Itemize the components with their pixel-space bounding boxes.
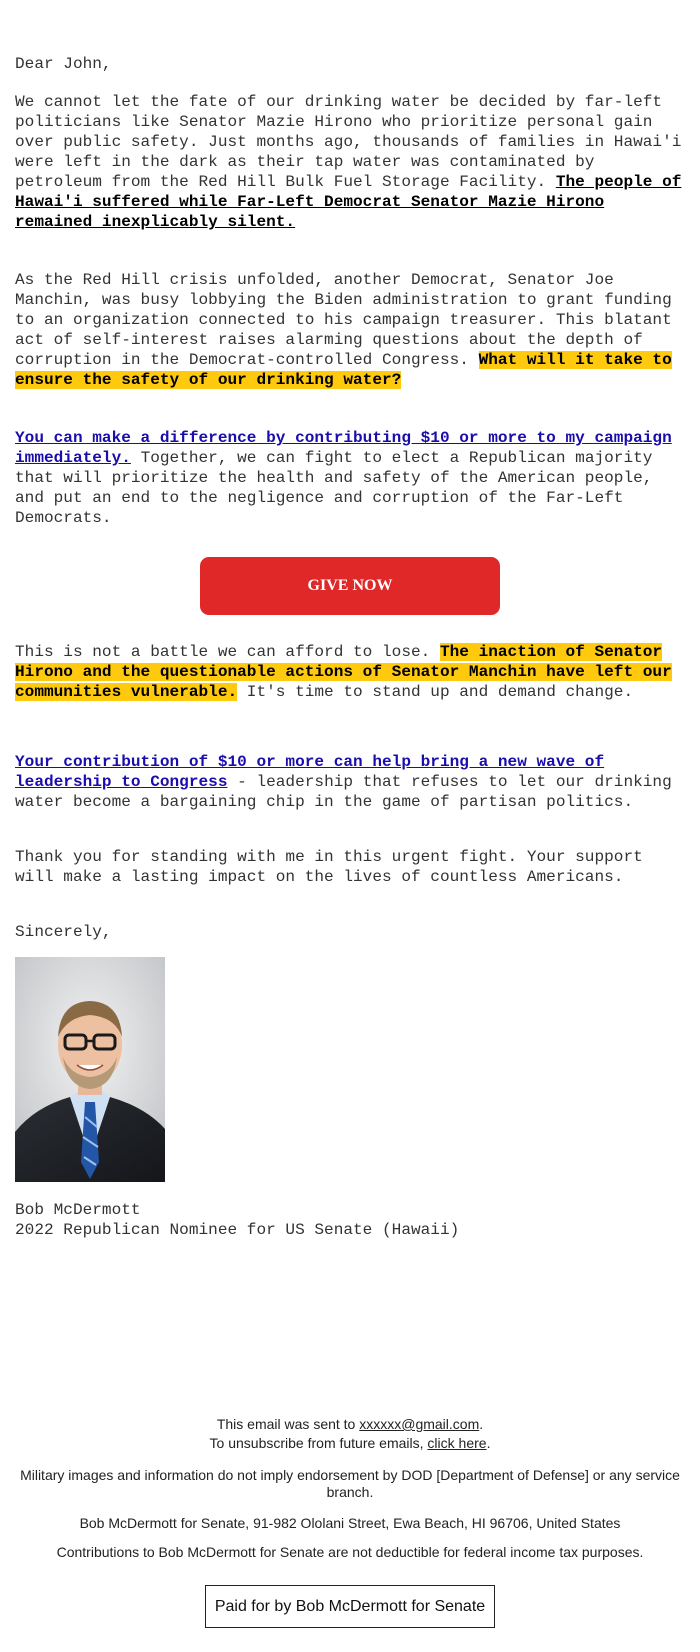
footer-tax-note: Contributions to Bob McDermott for Senate are not deductible for federal income tax purposes. bbox=[56, 1544, 644, 1560]
closing: Sincerely, bbox=[15, 923, 112, 941]
contribution-link[interactable]: Your contribution of $10 or more can help bring a new wave of leadership to Congress bbox=[15, 753, 605, 791]
paragraph-text: This is not a battle we can afford to lose. bbox=[15, 643, 440, 661]
paragraph-manchin bbox=[15, 270, 685, 390]
unsubscribe-link[interactable]: click here bbox=[427, 1435, 487, 1451]
paragraph-text-tail: It's time to stand up and demand change. bbox=[237, 683, 634, 701]
footer-disclaimer: Military images and information do not imply endorsement by DOD [Department of Defense] or any service branch. bbox=[20, 1467, 680, 1500]
paragraph-text: Together, we can fight to elect a Republican majority that will prioritize the health and safety of the American people, and put an end to the negligence and corruption of the Far-Left Democrats. bbox=[15, 449, 653, 527]
footer-text: To unsubscribe from future emails, bbox=[209, 1435, 428, 1451]
greeting: Dear John, bbox=[15, 55, 112, 73]
highlighted-text: The inaction of Senator Hirono and the questionable actions of Senator Manchin have left our communities vulnerable. bbox=[15, 643, 672, 701]
paragraph-text: We cannot let the fate of our drinking water be decided by far-left politicians like Senator Mazie Hirono who prioritize personal gain over public safety. Just months ago, thousands of families in Hawai'i were left in the dark as their tap water was contaminated by petroleum from the Red Hill Bulk Fuel Storage Facility. bbox=[15, 93, 682, 191]
footer-unsubscribe bbox=[0, 1435, 700, 1452]
paragraph-red-hill bbox=[15, 92, 685, 232]
signature-title: 2022 Republican Nominee for US Senate (Hawaii) bbox=[15, 1221, 460, 1239]
footer-text: . bbox=[479, 1416, 484, 1432]
paragraph-battle bbox=[15, 642, 685, 702]
signature-name: Bob McDermott bbox=[15, 1201, 141, 1219]
contribute-link[interactable]: You can make a difference by contributing $10 or more to my campaign immediately. bbox=[15, 429, 672, 467]
footer-text: . bbox=[486, 1435, 491, 1451]
paragraph-thank-you: Thank you for standing with me in this urgent fight. Your support will make a lasting impact on the lives of countless Americans. bbox=[15, 848, 643, 886]
footer-sent-to bbox=[0, 1416, 700, 1433]
emphasis-text: The people of Hawai'i suffered while Far-Left Democrat Senator Mazie Hirono remained inexplicably silent. bbox=[15, 173, 682, 231]
paid-for-box: Paid for by Bob McDermott for Senate bbox=[205, 1585, 495, 1628]
paragraph-leadership bbox=[15, 752, 685, 812]
footer-text: This email was sent to bbox=[216, 1416, 360, 1432]
candidate-portrait bbox=[15, 957, 165, 1182]
footer-address: Bob McDermott for Senate, 91-982 Ololani Street, Ewa Beach, HI 96706, United States bbox=[79, 1515, 621, 1531]
give-now-button[interactable]: GIVE NOW bbox=[200, 557, 500, 615]
signature-block bbox=[15, 1200, 459, 1240]
paragraph-contribute bbox=[15, 428, 685, 528]
paragraph-text: As the Red Hill crisis unfolded, another Democrat, Senator Joe Manchin, was busy lobbying the Biden administration to grant funding to an organization connected to his campaign treasurer. This blatant act of self-interest raises alarming questions about the depth of corruption in the Democrat-controlled Congress. bbox=[15, 271, 672, 369]
paragraph-text: - leadership that refuses to let our drinking water become a bargaining chip in the game of partisan politics. bbox=[15, 773, 672, 811]
recipient-email-link[interactable]: xxxxxx@gmail.com bbox=[359, 1416, 480, 1432]
highlighted-text: What will it take to ensure the safety of our drinking water? bbox=[15, 351, 672, 389]
